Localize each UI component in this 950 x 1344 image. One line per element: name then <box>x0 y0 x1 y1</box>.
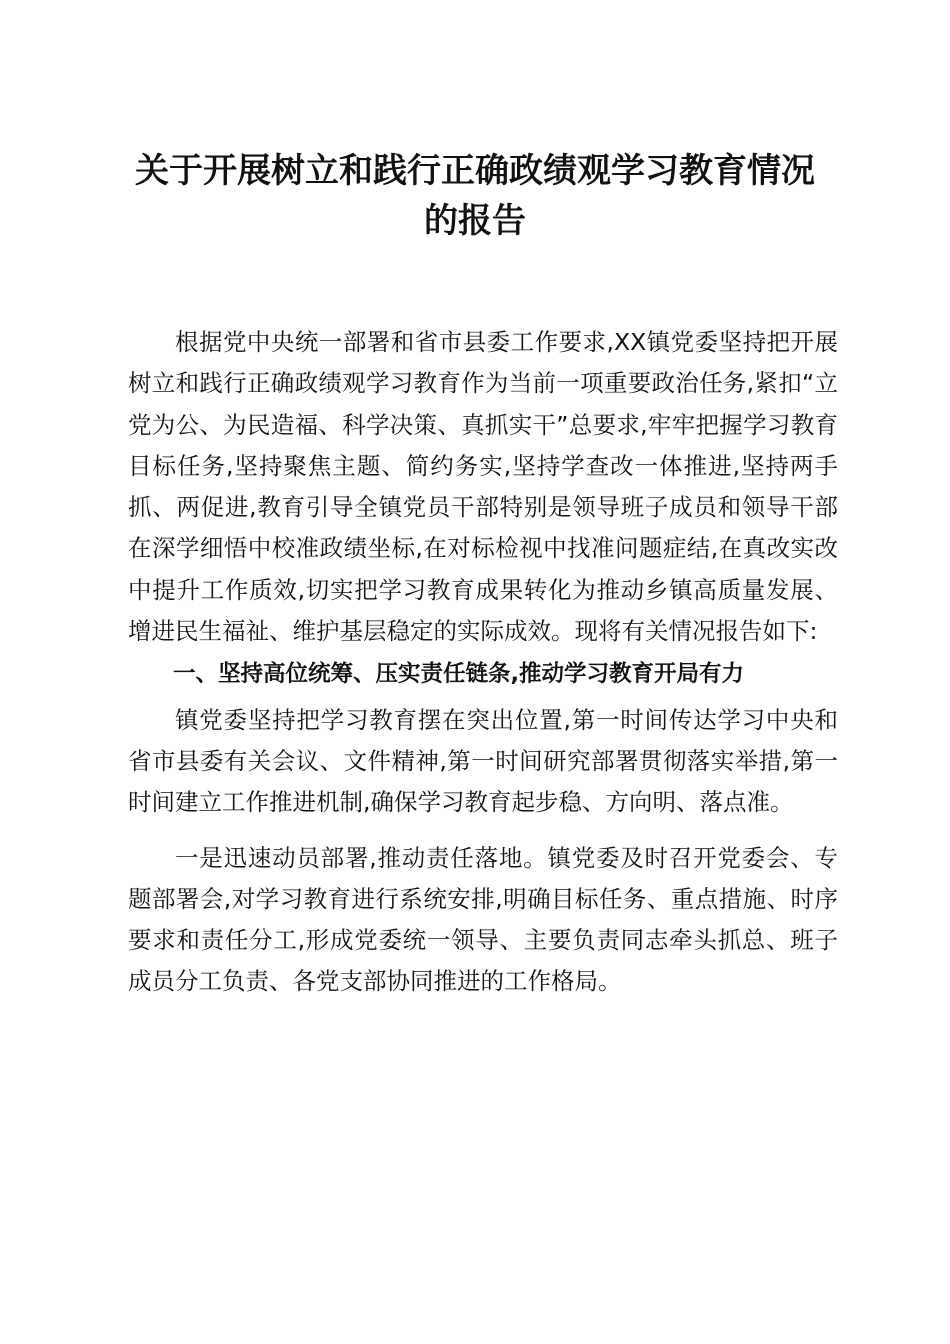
document-title <box>100 146 850 246</box>
document-body <box>128 322 838 1003</box>
section-heading: 一、坚持高位统筹、压实责任链条,推动学习教育开局有力 <box>173 661 745 688</box>
section-paragraph: 镇党委坚持把学习教育摆在突出位置,第一时间传达学习中央和省市县委有关会议、文件精神,第一时间研究部署贯彻落实举措,第一时间建立工作推进机制,确保学习教育起步稳、方向明、落点准。 <box>128 705 838 817</box>
intro-paragraph: 根据党中央统一部署和省市县委工作要求,XX镇党委坚持把开展树立和践行正确政绩观学习教育作为当前一项重要政治任务,紧扣“立党为公、为民造福、科学决策、真抓实干”总要求,牢牢把握学习教育目标任务,坚持聚焦主题、简约务实,坚持学查改一体推进,坚持两手抓、两促进,教育引导全镇党员干部特别是领导班子成员和领导干部在深学细悟中校准政绩坐标,在对标检视中找准问题症结,在真改实改中提升工作质效,切实把学习教育成果转化为推动乡镇高质量发展、增进民生福祉、维护基层稳定的实际成效。现将有关情况报告如下: <box>128 328 838 646</box>
section-paragraph: 一是迅速动员部署,推动责任落地。镇党委及时召开党委会、专题部署会,对学习教育进行系统安排,明确目标任务、重点措施、时序要求和责任分工,形成党委统一领导、主要负责同志牵头抓总、班子成员分工负责、各党支部协同推进的工作格局。 <box>128 843 838 996</box>
title-line-1: 关于开展树立和践行正确政绩观学习教育情况 <box>135 151 815 191</box>
title-line-2: 的报告 <box>424 201 526 241</box>
